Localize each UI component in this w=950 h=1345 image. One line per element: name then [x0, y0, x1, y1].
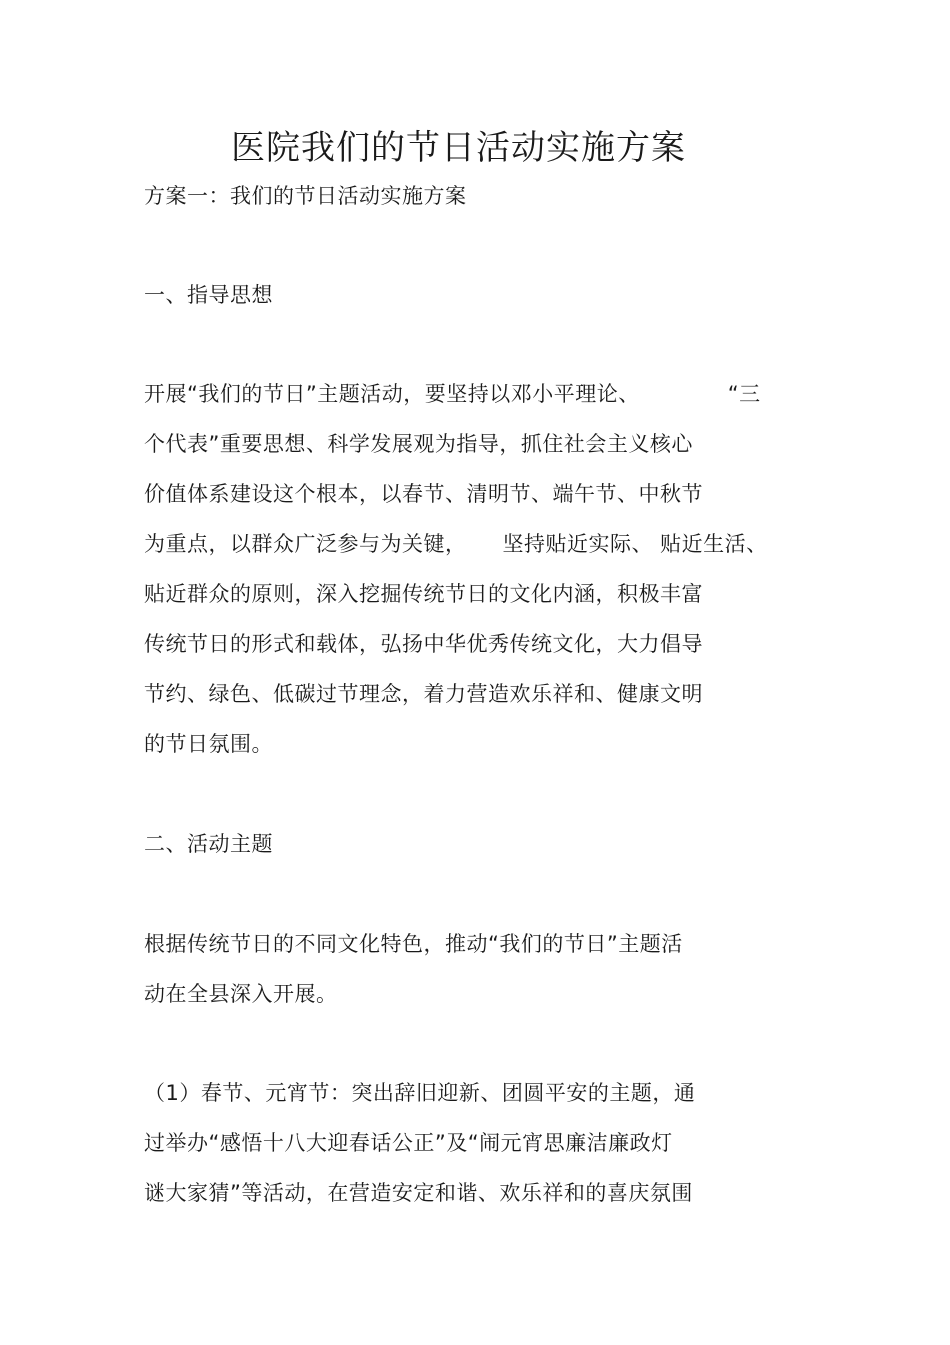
document-subtitle: 方案一：我们的节日活动实施方案	[144, 184, 467, 208]
paragraph-line: 过举办“感悟十八大迎春话公正”及“闹元宵思廉洁廉政灯	[144, 1131, 673, 1155]
paragraph-line-text: 开展“我们的节日”主题活动，要坚持以邓小平理论、	[144, 382, 640, 406]
paragraph-line: 谜大家猜”等活动，在营造安定和谐、欢乐祥和的喜庆氛围	[144, 1181, 693, 1205]
paragraph-line	[144, 378, 761, 408]
paragraph-line	[144, 528, 768, 558]
paragraph-line: 个代表”重要思想、科学发展观为指导，抓住社会主义核心	[144, 432, 693, 456]
paragraph-line: 贴近群众的原则，深入挖掘传统节日的文化内涵，积极丰富	[144, 582, 703, 606]
section-heading-activity-theme: 二、活动主题	[144, 832, 273, 856]
section-heading-guiding-ideology: 一、指导思想	[144, 283, 273, 307]
paragraph-line-text: 坚持贴近实际、 贴近生活、	[502, 532, 768, 556]
paragraph-line: 根据传统节日的不同文化特色，推动“我们的节日”主题活	[144, 932, 683, 956]
paragraph-line: 动在全县深入开展。	[144, 982, 338, 1006]
document-title: 医院我们的节日活动实施方案	[231, 128, 686, 168]
paragraph-line: （1）春节、元宵节：突出辞旧迎新、团圆平安的主题，通	[144, 1081, 696, 1105]
paragraph-line-text: 为重点，以群众广泛参与为关键，	[144, 532, 467, 556]
paragraph-line: 的节日氛围。	[144, 732, 273, 756]
paragraph-line-text: “三	[727, 382, 761, 406]
paragraph-line: 传统节日的形式和载体，弘扬中华优秀传统文化，大力倡导	[144, 632, 703, 656]
paragraph-line: 节约、绿色、低碳过节理念，着力营造欢乐祥和、健康文明	[144, 682, 703, 706]
paragraph-line: 价值体系建设这个根本，以春节、清明节、端午节、中秋节	[144, 482, 703, 506]
